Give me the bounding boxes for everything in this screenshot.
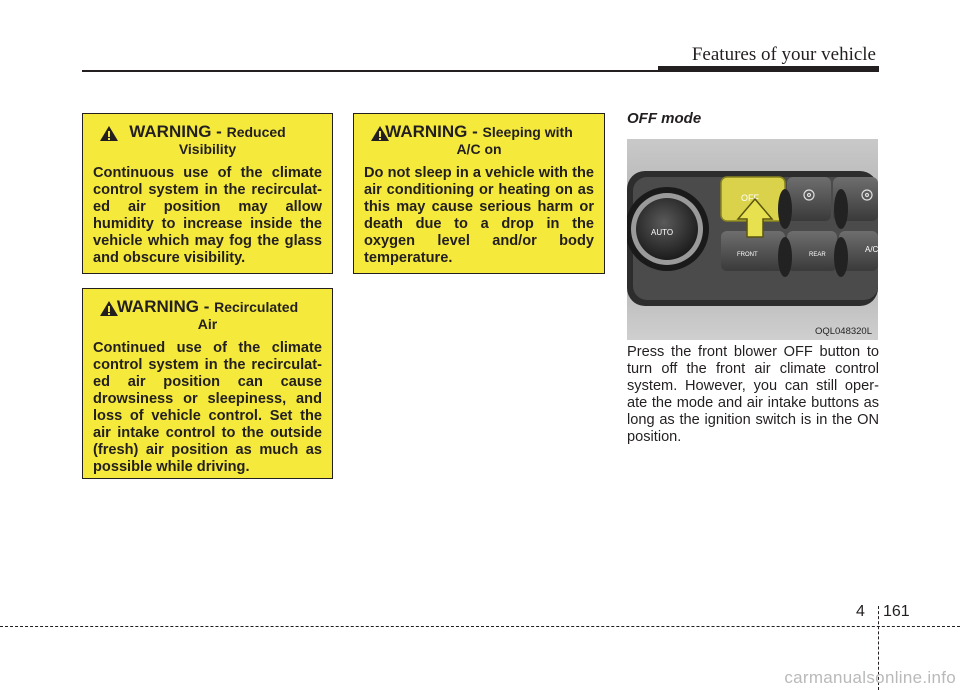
footer-rule xyxy=(0,626,960,627)
warning-heading xyxy=(93,299,322,332)
warning-subject-cont: Air xyxy=(197,316,218,332)
header-rule-accent xyxy=(658,66,879,72)
warning-label: WARNING - xyxy=(385,122,483,141)
watermark: carmanualsonline.info xyxy=(784,668,956,687)
warning-label: WARNING - xyxy=(129,122,227,141)
off-button-label: OFF xyxy=(741,193,759,203)
warning-box-sleeping-ac xyxy=(353,113,605,274)
warning-subject: Reduced xyxy=(226,124,286,140)
warning-box-recirculated-air xyxy=(82,288,333,479)
front-defrost-label: FRONT xyxy=(737,252,758,258)
warning-body: Continuous use of the climate control system in the recirculat-ed air position may allow humidity to increase inside the vehicle which may fog the glass and obscure visibility. xyxy=(93,165,322,266)
warning-triangle-icon xyxy=(99,125,119,142)
rear-defrost-label: REAR xyxy=(809,252,826,258)
image-code: OQL048320L xyxy=(814,326,872,337)
warning-label: WARNING - xyxy=(116,297,215,316)
page-header-title: Features of your vehicle xyxy=(691,44,876,65)
auto-knob-label: AUTO xyxy=(651,228,674,237)
warning-subject-cont: A/C on xyxy=(456,141,502,157)
warning-subject: Sleeping with xyxy=(482,124,573,140)
off-mode-description: Press the front blower OFF button to turn off the front air climate control system. However, you can still oper-ate the mode and air intake buttons as long as the ignition switch is in the ON position. xyxy=(627,344,879,445)
warning-body: Continued use of the climate control system in the recirculat-ed air position can cause drowsiness or sleepiness, and loss of vehicle control. Set the air intake control to the outside (fresh) air position as much as possible while driving. xyxy=(93,340,322,475)
warning-body: Do not sleep in a vehicle with the air conditioning or heating on as this may cause serious harm or death due to a drop in the oxygen level and/or body temperature. xyxy=(364,165,594,266)
warning-subject: Recirculated xyxy=(214,299,299,315)
climate-panel-illustration xyxy=(627,139,878,340)
climate-control-photo xyxy=(627,139,878,340)
warning-heading xyxy=(364,124,594,157)
warning-heading xyxy=(93,124,322,157)
warning-triangle-icon xyxy=(99,300,119,317)
ac-button-label: A/C xyxy=(865,245,878,254)
warning-triangle-icon xyxy=(370,125,390,142)
warning-box-reduced-visibility xyxy=(82,113,333,274)
section-title: OFF mode xyxy=(627,110,702,127)
page-number: 161 xyxy=(883,603,910,620)
chapter-number: 4 xyxy=(856,603,865,620)
warning-subject-cont: Visibility xyxy=(178,141,237,157)
